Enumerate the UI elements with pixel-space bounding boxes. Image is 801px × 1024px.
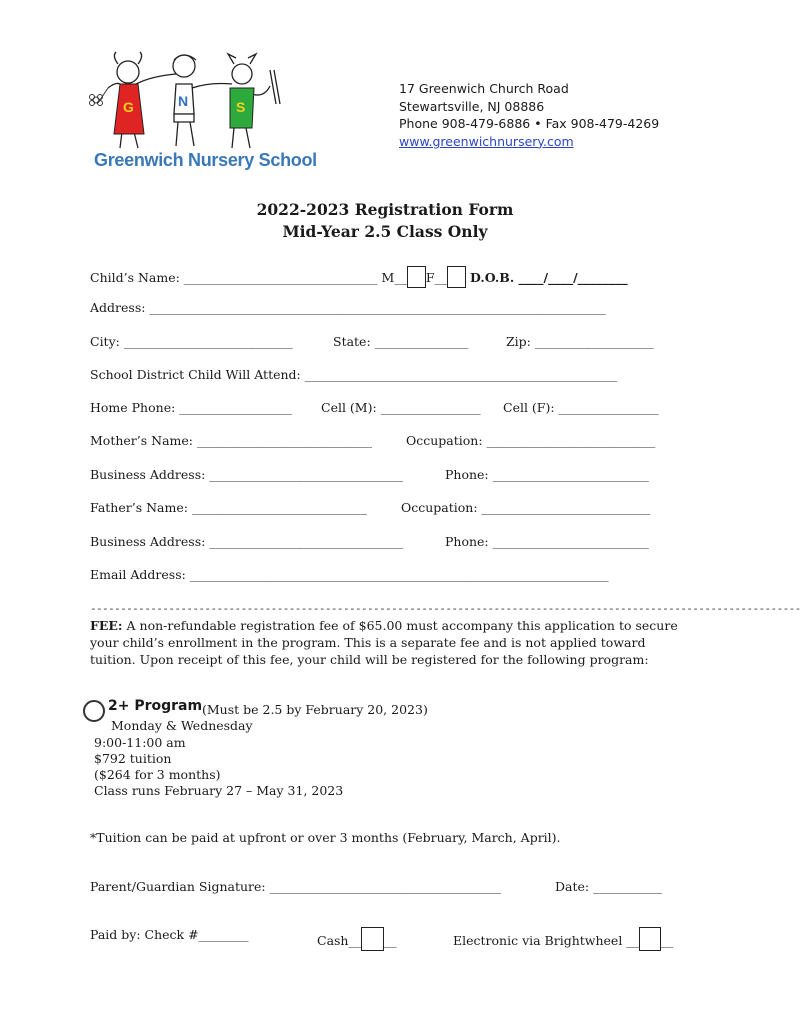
check-number-field[interactable]: Paid by: Check #________ bbox=[90, 927, 249, 942]
program-days: Monday & Wednesday bbox=[111, 718, 253, 733]
program-monthly: ($264 for 3 months) bbox=[94, 767, 221, 782]
signature-date-field[interactable]: Date: ___________ bbox=[555, 879, 662, 894]
program-name: 2+ Program bbox=[108, 698, 203, 714]
cash-checkbox[interactable] bbox=[361, 927, 384, 951]
form-title: 2022-2023 Registration Form bbox=[256, 200, 514, 219]
city-field[interactable]: City: ___________________________ bbox=[90, 334, 293, 349]
phone-fax: Phone 908-479-6886 • Fax 908-479-4269 bbox=[399, 116, 660, 131]
program-time: 9:00-11:00 am bbox=[94, 735, 186, 750]
child-name-field[interactable]: Child’s Name: _______________________________ M bbox=[90, 270, 395, 285]
website-link[interactable]: www.greenwichnursery.com bbox=[399, 133, 574, 149]
cash-blank: __ bbox=[383, 933, 397, 948]
tuition-note: *Tuition can be paid at upfront or over 3 months (February, March, April). bbox=[90, 830, 561, 845]
business-address-field-2[interactable]: Business Address: _______________________________ bbox=[90, 534, 404, 549]
zip-field[interactable]: Zip: ___________________ bbox=[506, 334, 654, 349]
mother-name-field[interactable]: Mother’s Name: ____________________________ bbox=[90, 433, 372, 448]
mother-occupation-field[interactable]: Occupation: ___________________________ bbox=[406, 433, 656, 448]
email-field[interactable]: Email Address: ___________________________________________________________________ bbox=[90, 567, 609, 582]
school-address-block bbox=[399, 80, 659, 150]
state-field[interactable]: State: _______________ bbox=[333, 334, 469, 349]
logo-letter-n: N bbox=[178, 93, 189, 109]
dob-field[interactable]: D.O.B. ____/____/________ bbox=[470, 270, 628, 285]
female-label: F bbox=[425, 270, 435, 285]
male-checkbox[interactable] bbox=[407, 266, 426, 288]
male-blank: __ bbox=[394, 270, 407, 285]
logo-letter-g: G bbox=[123, 99, 134, 115]
program-age-note: (Must be 2.5 by February 20, 2023) bbox=[202, 702, 428, 717]
father-occupation-field[interactable]: Occupation: ___________________________ bbox=[401, 500, 651, 515]
fee-paragraph bbox=[90, 617, 690, 668]
program-radio[interactable] bbox=[83, 700, 105, 722]
child-name-row bbox=[90, 266, 628, 288]
program-dates: Class runs February 27 – May 31, 2023 bbox=[94, 783, 344, 798]
female-blank: __ bbox=[434, 270, 448, 285]
cash-label: Cash__ bbox=[317, 933, 361, 948]
electronic-label: Electronic via Brightwheel __ bbox=[453, 933, 639, 948]
electronic-checkbox[interactable] bbox=[639, 927, 661, 951]
father-name-field[interactable]: Father’s Name: ____________________________ bbox=[90, 500, 367, 515]
home-phone-field[interactable]: Home Phone: __________________ bbox=[90, 400, 292, 415]
program-tuition: $792 tuition bbox=[94, 751, 172, 766]
logo-letter-s: S bbox=[236, 99, 246, 115]
address-line-1: 17 Greenwich Church Road bbox=[399, 81, 569, 96]
form-subtitle: Mid-Year 2.5 Class Only bbox=[282, 222, 488, 241]
cell-m-field[interactable]: Cell (M): ________________ bbox=[321, 400, 481, 415]
address-line-2: Stewartsville, NJ 08886 bbox=[399, 98, 545, 114]
cell-f-field[interactable]: Cell (F): ________________ bbox=[503, 400, 659, 415]
address-field[interactable]: Address: _________________________________________________________________________ bbox=[90, 300, 606, 315]
separator-line: ---------------------------------------------------------------------------------------------------------------------- bbox=[90, 602, 801, 615]
fee-text: A non-refundable registration fee of $65.00 must accompany this application to secure your child’s enrollment in the program. This is a separate fee and is not applied toward tuition. Upon receipt of this fee, your child will be registered for the following program: bbox=[90, 618, 678, 667]
electronic-blank: __ bbox=[660, 933, 674, 948]
fee-label: FEE: bbox=[90, 618, 123, 633]
cash-option bbox=[317, 927, 396, 951]
school-district-field[interactable]: School District Child Will Attend: __________________________________________________ bbox=[90, 367, 618, 382]
logo-kids-illustration bbox=[84, 48, 284, 153]
phone-field-2[interactable]: Phone: _________________________ bbox=[445, 534, 649, 549]
business-address-field-1[interactable]: Business Address: _______________________________ bbox=[90, 467, 404, 482]
female-checkbox[interactable] bbox=[447, 266, 466, 288]
phone-field-1[interactable]: Phone: _________________________ bbox=[445, 467, 649, 482]
electronic-option bbox=[453, 927, 673, 951]
school-name: Greenwich Nursery School bbox=[94, 150, 317, 170]
parent-signature-field[interactable]: Parent/Guardian Signature: _____________________________________ bbox=[90, 879, 501, 894]
